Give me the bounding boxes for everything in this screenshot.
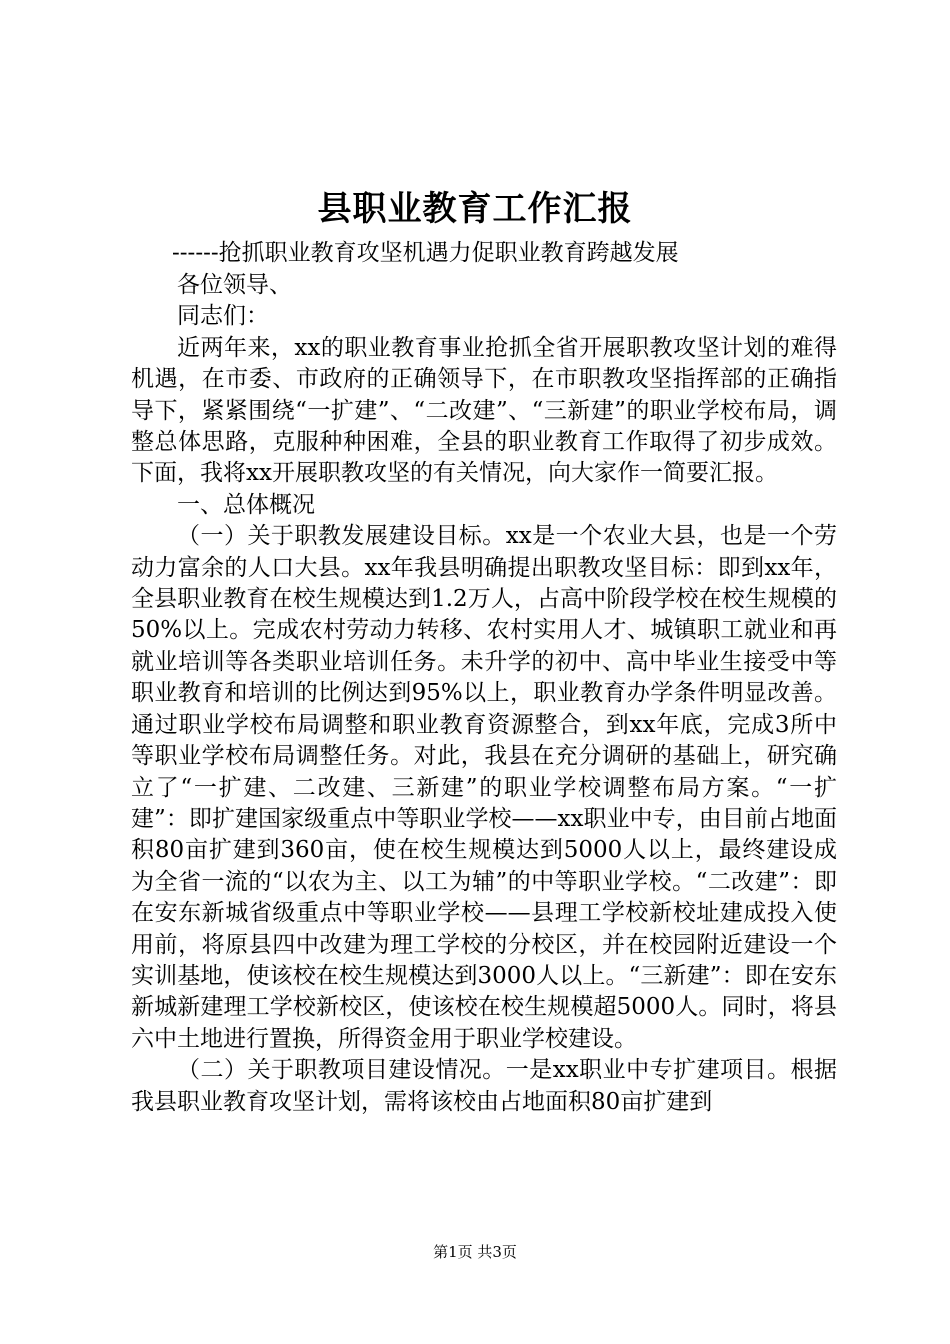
intro-paragraph: 近两年来，xx的职业教育事业抢抓全省开展职教攻坚计划的难得机遇，在市委、市政府的正确领导下，在市职教攻坚指挥部的正确指导下，紧紧围绕“一扩建”、“二改建”、“三新建”的职业学校布局，调整总体思路，克服种种困难，全县的职业教育工作取得了初步成效。下面，我将xx开展职教攻坚的有关情况，向大家作一简要汇报。 xyxy=(131,334,837,487)
document-body xyxy=(131,270,837,1118)
section-heading: 一、总体概况 xyxy=(177,491,315,518)
salutation-line-2: 同志们： xyxy=(177,303,269,330)
document-subtitle: ------抢抓职业教育攻坚机遇力促职业教育跨越发展 xyxy=(172,240,679,266)
page-number-footer: 第1页 共3页 xyxy=(433,1243,517,1261)
body-paragraph: （二）关于职教项目建设情况。一是xx职业中专扩建项目。根据我县职业教育攻坚计划，需将该校由占地面积80亩扩建到 xyxy=(131,1057,837,1115)
document-title: 县职业教育工作汇报 xyxy=(317,189,633,229)
body-paragraph: （一）关于职教发展建设目标。xx是一个农业大县，也是一个劳动力富余的人口大县。xx年我县明确提出职教攻坚目标：即到xx年，全县职业教育在校生规模达到1.2万人，占高中阶段学校在校生规模的50%以上。完成农村劳动力转移、农村实用人才、城镇职工就业和再就业培训等各类职业培训任务。未升学的初中、高中毕业生接受中等职业教育和培训的比例达到95%以上，职业教育办学条件明显改善。通过职业学校布局调整和职业教育资源整合，到xx年底，完成3所中等职业学校布局调整任务。对此，我县在充分调研的基础上，研究确立了“一扩建、二改建、三新建”的职业学校调整布局方案。“一扩建”：即扩建国家级重点中等职业学校——xx职业中专，由目前占地面积80亩扩建到360亩，使在校生规模达到5000人以上，最终建设成为全省一流的“以农为主、以工为辅”的中等职业学校。“二改建”：即在安东新城省级重点中等职业学校——县理工学校新校址建成投入使用前，将原县四中改建为理工学校的分校区，并在校园附近建设一个实训基地，使该校在校生规模达到3000人以上。“三新建”：即在安东新城新建理工学校新校区，使该校在校生规模超5000人。同时，将县六中土地进行置换，所得资金用于职业学校建设。 xyxy=(131,523,837,1052)
salutation-line-1: 各位领导、 xyxy=(177,272,292,298)
